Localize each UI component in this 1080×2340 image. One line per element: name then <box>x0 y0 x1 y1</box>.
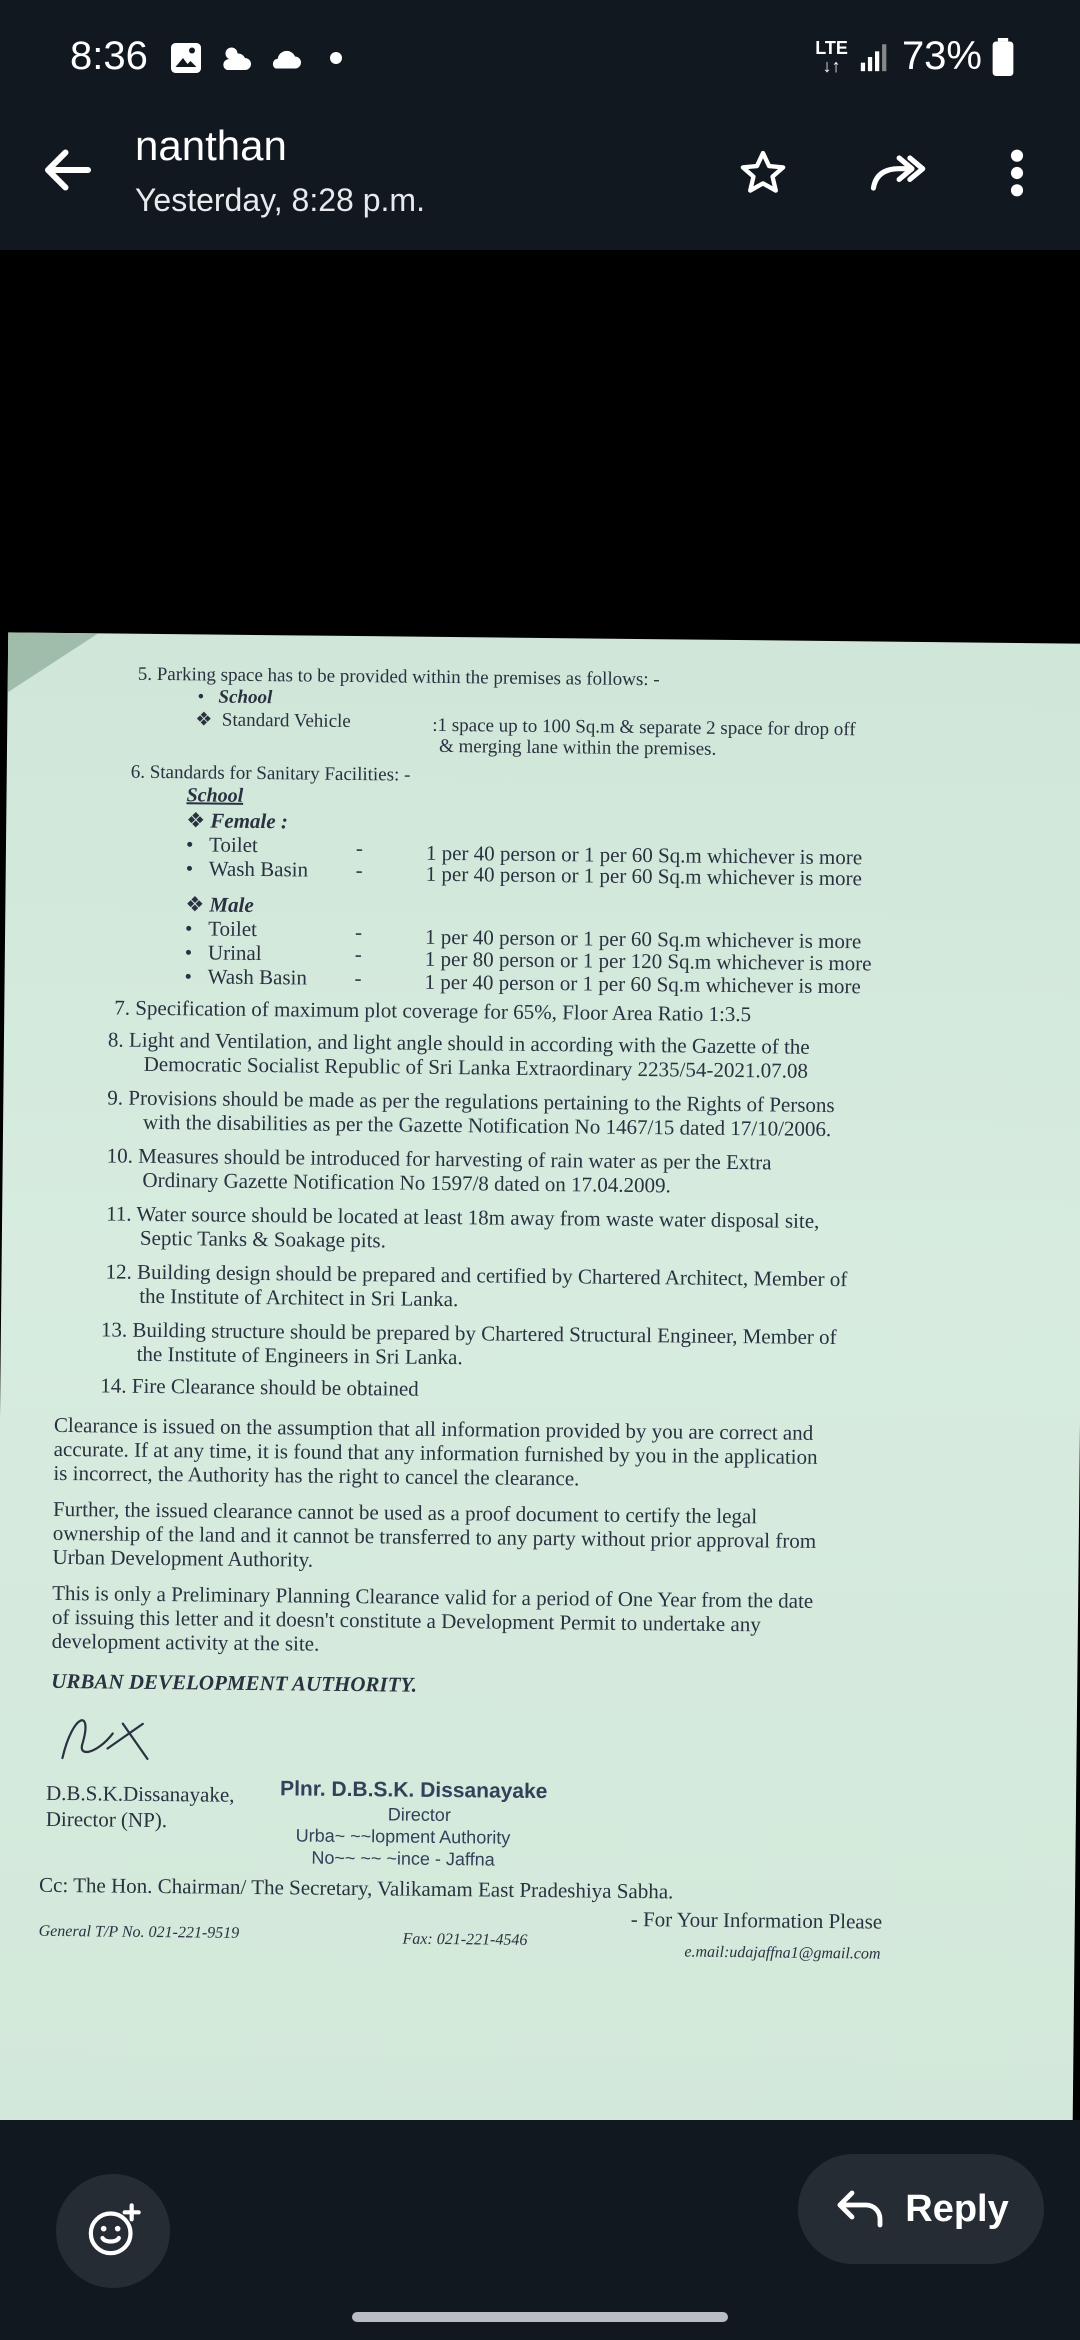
reply-button[interactable] <box>798 2154 1044 2264</box>
item-5-vehicle-value: :1 space up to 100 Sq.m & separate 2 space for drop off <box>432 714 856 741</box>
item-12-line-2: the Institute of Architect in Sri Lanka. <box>139 1283 459 1312</box>
signal-icon <box>858 40 892 74</box>
item-11-line-1: 11. Water source should be located at least 18m away from waste water disposal site, <box>106 1201 820 1233</box>
footer-fax: Fax: 021-221-4546 <box>402 1930 528 1949</box>
item-8-line-2: Democratic Socialist Republic of Sri Lanka Extraordinary 2235/54-2021.07.08 <box>143 1051 809 1083</box>
male-wash-value: 1 per 40 person or 1 per 60 Sq.m whichever is more <box>424 969 861 999</box>
paragraph-2-line-2: ownership of the land and it cannot be transferred to any party without prior approval from <box>52 1520 817 1553</box>
back-arrow-icon[interactable] <box>38 140 98 200</box>
item-13-line-2: the Institute of Engineers in Sri Lanka. <box>136 1341 463 1370</box>
dash: - <box>354 942 362 967</box>
fyi-line: - For Your Information Please <box>630 1906 883 1934</box>
gallery-icon <box>168 40 204 76</box>
item-9-line-2: with the disabilities as per the Gazette Notification No 1467/15 dated 17/10/2006. <box>142 1109 832 1142</box>
stamp-region: No~~ ~~ ~ince - Jaffna <box>311 1847 495 1870</box>
image-viewer[interactable] <box>0 250 1080 2120</box>
dash: - <box>354 966 362 991</box>
document-photo <box>0 632 1080 2208</box>
male-toilet-value: 1 per 40 person or 1 per 60 Sq.m whichever is more <box>424 924 862 954</box>
item-14: 14. Fire Clearance should be obtained <box>100 1373 419 1401</box>
item-7: 7. Specification of maximum plot coverage for 65%, Floor Area Ratio 1:3.5 <box>114 995 752 1027</box>
item-13-line-1: 13. Building structure should be prepared by Chartered Structural Engineer, Member of <box>100 1317 837 1350</box>
bottom-action-bar <box>0 2120 1080 2340</box>
status-time: 8:36 <box>70 34 148 78</box>
item-11-line-2: Septic Tanks & Soakage pits. <box>139 1225 387 1253</box>
authority-name: URBAN DEVELOPMENT AUTHORITY. <box>51 1668 418 1697</box>
stamp-organization: Urba~ ~~lopment Authority <box>295 1825 511 1848</box>
message-timestamp: Yesterday, 8:28 p.m. <box>135 182 425 218</box>
forward-icon <box>867 147 927 199</box>
item-5-vehicle-value-2: & merging lane within the premises. <box>438 735 717 760</box>
paragraph-3-line-1: This is only a Preliminary Planning Clearance valid for a period of One Year from the date <box>52 1580 814 1613</box>
item-6-title: 6. Standards for Sanitary Facilities: - <box>130 761 411 786</box>
battery-percent: 73% <box>901 34 982 78</box>
stamp-name: Plnr. D.B.S.K. Dissanayake <box>280 1777 548 1804</box>
item-12-line-1: 12. Building design should be prepared and certified by Chartered Architect, Member of <box>105 1259 848 1292</box>
item-6-school: School <box>186 784 244 807</box>
male-urinal-label: • Urinal <box>184 940 262 966</box>
male-label: ❖ Male <box>185 892 254 917</box>
female-toilet-value: 1 per 40 person or 1 per 60 Sq.m whichever is more <box>425 840 863 870</box>
home-indicator[interactable] <box>352 2312 728 2322</box>
item-5-title: 5. Parking space has to be provided within the premises as follows: - <box>137 663 660 691</box>
weather-icon <box>218 40 254 76</box>
status-right <box>815 34 1014 79</box>
more-vert-icon <box>1007 147 1027 199</box>
item-9-line-1: 9. Provisions should be made as per the regulations pertaining to the Rights of Persons <box>107 1085 835 1118</box>
female-wash-label: • Wash Basin <box>185 856 309 882</box>
male-wash-label: • Wash Basin <box>184 964 308 990</box>
paragraph-1-line-2: accurate. If at any time, it is found that any information furnished by you in the application <box>53 1436 818 1469</box>
signer-title: Director (NP). <box>45 1806 168 1833</box>
paragraph-1-line-1: Clearance is issued on the assumption that all information provided by you are correct and <box>53 1412 814 1445</box>
sender-name: nanthan <box>135 122 287 169</box>
male-urinal-value: 1 per 80 person or 1 per 120 Sq.m whichever is more <box>424 946 872 976</box>
dash: - <box>355 858 363 883</box>
female-label: ❖ Female : <box>186 808 289 834</box>
star-button[interactable] <box>728 138 798 208</box>
item-8-line-1: 8. Light and Ventilation, and light angle should in according with the Gazette of the <box>107 1027 810 1059</box>
footer-email: e.mail:udajaffna1@gmail.com <box>684 1943 881 1963</box>
female-wash-value: 1 per 40 person or 1 per 60 Sq.m whichever is more <box>425 861 863 891</box>
forward-button[interactable] <box>862 138 932 208</box>
handwritten-signature <box>52 1703 163 1774</box>
signer-name: D.B.S.K.Dissanayake, <box>45 1780 235 1807</box>
add-reaction-icon <box>85 2203 141 2259</box>
dash: - <box>354 920 363 945</box>
cc-line: Cc: The Hon. Chairman/ The Secretary, Valikamam East Pradeshiya Sabha. <box>38 1872 674 1904</box>
status-notification-icons <box>168 40 354 76</box>
reply-arrow-icon <box>833 2187 887 2231</box>
battery-icon <box>992 38 1014 76</box>
paragraph-3-line-3: development activity at the site. <box>51 1628 320 1656</box>
reply-label: Reply <box>905 2187 1009 2230</box>
more-notifications-dot-icon <box>318 40 354 76</box>
footer-telephone: General T/P No. 021-221-9519 <box>38 1922 240 1942</box>
emoji-reaction-button[interactable] <box>56 2174 170 2288</box>
male-toilet-label: • Toilet <box>185 916 258 942</box>
star-icon <box>737 147 789 199</box>
lte-icon: LTE ↓↑ <box>815 37 848 76</box>
paragraph-2-line-1: Further, the issued clearance cannot be used as a proof document to certify the legal <box>52 1496 758 1529</box>
paragraph-2-line-3: Urban Development Authority. <box>52 1544 314 1572</box>
paragraph-3-line-2: of issuing this letter and it doesn't constitute a Development Permit to undertake any <box>51 1604 761 1637</box>
dash: - <box>355 836 364 861</box>
stamp-title: Director <box>387 1804 451 1826</box>
item-10-line-2: Ordinary Gazette Notification No 1597/8 dated on 17.04.2009. <box>142 1167 671 1198</box>
item-5-school: • School <box>197 686 273 709</box>
cloud-icon <box>268 40 304 76</box>
female-toilet-label: • Toilet <box>185 832 258 858</box>
paragraph-1-line-3: is incorrect, the Authority has the right to cancel the clearance. <box>53 1460 580 1491</box>
status-bar <box>0 0 1080 118</box>
page-corner-shadow <box>7 632 108 703</box>
item-5-vehicle-label: ❖ Standard Vehicle <box>195 709 351 732</box>
more-options-button[interactable] <box>982 138 1052 208</box>
item-10-line-1: 10. Measures should be introduced for harvesting of rain water as per the Extra <box>106 1143 772 1175</box>
message-header <box>0 118 1080 250</box>
